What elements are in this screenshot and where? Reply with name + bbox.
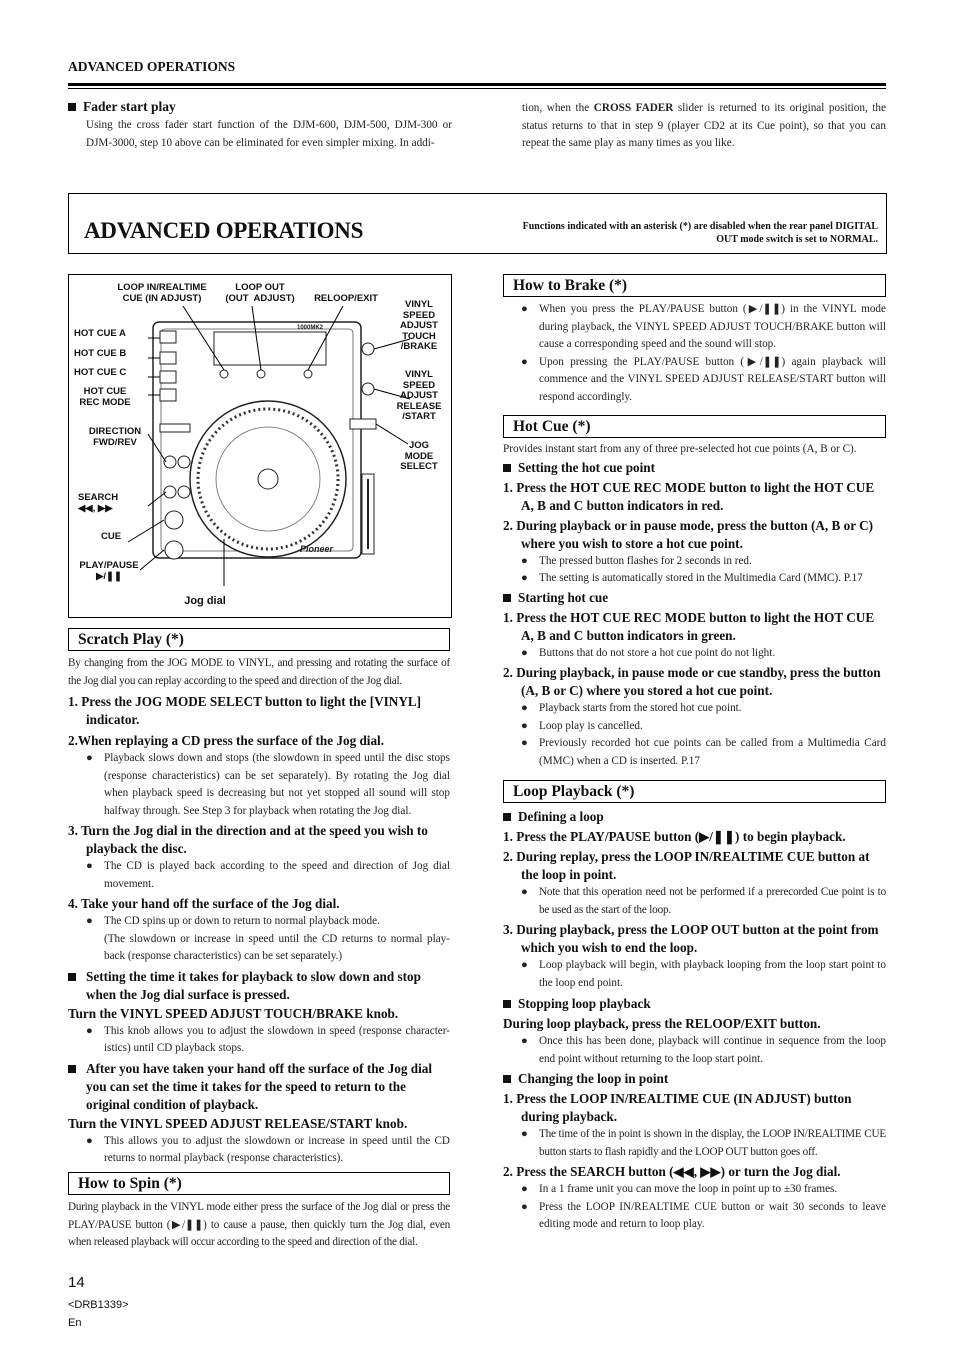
fader-start-heading: Fader start play bbox=[68, 99, 176, 115]
loop-change-step-1: 1. Press the LOOP IN/REALTIME CUE (IN ADJUST) button during playback. bbox=[503, 1091, 852, 1124]
hot-cue-start-step-1: 1. Press the HOT CUE REC MODE button to light the HOT CUE A, B and C button indicators in green. bbox=[503, 609, 875, 643]
loop-change-bullet-2: ● In a 1 frame unit you can move the loop in point up to ±30 frames. bbox=[521, 1183, 838, 1195]
scratch-step-3: 3. Turn the Jog dial in the direction and at the speed you wish to playback the disc. bbox=[68, 823, 428, 856]
scratch-bullet-3: ● The CD is played back according to the speed and direction of Jog dial movement. bbox=[86, 860, 450, 890]
how-to-spin-heading: How to Spin (*) bbox=[68, 1172, 450, 1195]
hot-cue-set-bullet-1: ● The pressed button flashes for 2 seconds in red. bbox=[521, 554, 752, 567]
hot-cue-start-step-2: 2. During playback, in pause mode or cue standby, press the button (A, B or C) where you stored a hot cue point. bbox=[503, 665, 881, 698]
scratch-step-2: 2.When replaying a CD press the surface of the Jog dial. bbox=[68, 733, 385, 748]
scratch-setting-1: Setting the time it takes for playback to slow down and stop when the Jog dial surface is pressed. bbox=[68, 968, 450, 1004]
scratch-play-heading: Scratch Play (*) bbox=[68, 628, 450, 651]
scratch-step-4: 4. Take your hand off the surface of the Jog dial. bbox=[68, 896, 340, 911]
hot-cue-start-bullet-2: ● Playback starts from the stored hot cue point. bbox=[521, 702, 742, 714]
hot-cue-start-bullet-3: ● Loop play is cancelled. bbox=[521, 719, 643, 732]
hot-cue-start-bullet-4: ● Previously recorded hot cue points can be called from a Multimedia Card (MMC) when a CD is inserted. P.17 bbox=[521, 737, 886, 767]
loop-stopping-heading: Stopping loop playback bbox=[503, 995, 886, 1013]
scratch-bullet-release: ● This allows you to adjust the slowdown or increase in speed until the CD returns to normal playback (response characteristics). bbox=[86, 1134, 450, 1164]
loop-define-step-2: 2. During replay, press the LOOP IN/REALTIME CUE button at the loop in point. bbox=[503, 849, 870, 882]
loop-changing-heading: Changing the loop in point bbox=[503, 1070, 886, 1088]
loop-playback-heading: Loop Playback (*) bbox=[503, 780, 886, 803]
brake-bullet-1: ● When you press the PLAY/PAUSE button (▶/❚❚) in the VINYL mode during playback, the VINYL SPEED ADJUST TOUCH/BRAKE button will cause a corresponding speed and the sound will stop. bbox=[521, 303, 886, 350]
label-search: SEARCH ◀◀, ▶▶ bbox=[78, 492, 119, 514]
hot-cue-setting-heading: Setting the hot cue point bbox=[503, 459, 886, 477]
section-title: ADVANCED OPERATIONS bbox=[84, 218, 364, 243]
loop-stopping-line: During loop playback, press the RELOOP/EXIT button. bbox=[503, 1016, 821, 1031]
label-jog-mode-select: JOG MODE SELECT bbox=[400, 440, 438, 472]
how-to-spin-text: During playback in the VINYL mode either press the surface of the Jog dial or press the PLAY/PAUSE button (▶/❚❚) to cause a pause, then quickly turn the Jog dial, even when released playback will occur according to the speed and direction of the dial. bbox=[68, 1201, 450, 1248]
fader-start-text-left: Using the cross fader start function of the DJM-600, DJM-500, DJM-300 or DJM-3000, step 10 above can be eliminated for even simpler mixing. In addi- bbox=[86, 119, 452, 149]
loop-defining-heading: Defining a loop bbox=[503, 808, 886, 826]
svg-text:Pioneer: Pioneer bbox=[300, 544, 334, 554]
hot-cue-set-bullet-2: ● The setting is automatically stored in the Multimedia Card (MMC). P.17 bbox=[521, 572, 863, 584]
loop-define-step-3: 3. During playback, press the LOOP OUT button at the point from which you wish to end the loop. bbox=[503, 922, 879, 955]
hot-cue-set-step-2: 2. During playback or in pause mode, press the button (A, B or C) where you wish to store a hot cue point. bbox=[503, 517, 874, 551]
label-direction: DIRECTION FWD/REV bbox=[88, 426, 142, 448]
hot-cue-set-step-1: 1. Press the HOT CUE REC MODE button to light the HOT CUE A, B and C button indicators in red. bbox=[503, 479, 875, 513]
header-rule bbox=[68, 83, 886, 86]
scratch-bullet-4-note: (The slowdown or increase in speed until the CD returns to normal play-back (response characteristics) can be set separately.) bbox=[104, 932, 450, 962]
fader-start-text-right: tion, when the CROSS FADER slider is returned to its original position, the status returns to that in step 9 (player CD2 at its Cue point), so that you can repeat the same play as many times as you like. bbox=[522, 102, 886, 149]
language-code: En bbox=[68, 1317, 82, 1329]
svg-text:1000MK2: 1000MK2 bbox=[296, 325, 323, 331]
scratch-step-1: 1. Press the JOG MODE SELECT button to light the [VINYL] indicator. bbox=[68, 694, 422, 727]
loop-playback-body bbox=[503, 808, 886, 1234]
hot-cue-start-bullet-1: ● Buttons that do not store a hot cue point do not light. bbox=[521, 646, 776, 659]
scratch-intro: By changing from the JOG MODE to VINYL, and pressing and rotating the surface of the Jog dial you can replay according to the speed and direction of the Jog dial. bbox=[68, 657, 450, 687]
loop-change-bullet-1: ● The time of the in point is shown in the display, the LOOP IN/REALTIME CUE button starts to flash rapidly and the LOOP OUT button goes off. bbox=[521, 1128, 886, 1158]
page-number: 14 bbox=[68, 1274, 85, 1291]
label-loop-out: LOOP OUT (OUT ADJUST) bbox=[225, 282, 295, 304]
label-hot-cue-b: HOT CUE B bbox=[74, 348, 127, 359]
document-code: <DRB1339> bbox=[68, 1299, 129, 1311]
label-hot-cue-c: HOT CUE C bbox=[74, 367, 127, 378]
scratch-bullet-4: ● The CD spins up or down to return to normal playback mode. bbox=[86, 915, 380, 927]
header-rule-thin bbox=[68, 88, 886, 89]
loop-stopping-bullet: ● Once this has been done, playback will continue in sequence from the loop end point without returning to the loop start point. bbox=[521, 1035, 886, 1065]
loop-define-bullet-3: ● Loop playback will begin, with playback looping from the loop start point to the loop end point. bbox=[521, 959, 886, 989]
loop-change-bullet-3: ● Press the LOOP IN/REALTIME CUE button or wait 30 seconds to leave editing mode and return to loop play. bbox=[521, 1200, 886, 1230]
hot-cue-body bbox=[503, 441, 886, 770]
scratch-bullet-2: ● Playback slows down and stops (the slowdown in speed until the disc stops (response characteristics) can be set separately). By rotating the Jog dial when playback speed is decreasing but not yet stopped all sound will stop halfway through. See Step 3 for playback when rotating the Jog dial. bbox=[86, 752, 450, 817]
asterisk-note: Functions indicated with an asterisk (*) are disabled when the rear panel DIGITAL OUT mode switch is set to NORMAL. bbox=[522, 221, 878, 245]
loop-change-step-2: 2. Press the SEARCH button (◀◀, ▶▶) or turn the Jog dial. bbox=[503, 1164, 841, 1179]
hot-cue-intro: Provides instant start from any of three pre-selected hot cue points (A, B or C). bbox=[503, 443, 857, 455]
hot-cue-heading: Hot Cue (*) bbox=[503, 415, 886, 438]
running-header: ADVANCED OPERATIONS bbox=[68, 59, 236, 74]
label-loop-in: LOOP IN/REALTIME CUE (IN ADJUST) bbox=[117, 282, 207, 304]
loop-define-bullet-2: ● Note that this operation need not be performed if a prerecorded Cue point is to be used as the start of the loop. bbox=[521, 886, 886, 916]
label-play-pause: PLAY/PAUSE ▶/❚❚ bbox=[79, 560, 139, 582]
label-cue: CUE bbox=[100, 531, 122, 542]
label-hot-cue-a: HOT CUE A bbox=[74, 328, 126, 339]
label-jog-dial: Jog dial bbox=[184, 595, 226, 607]
label-hot-cue-rec-mode: HOT CUE REC MODE bbox=[79, 386, 131, 408]
scratch-setting-2: After you have taken your hand off the surface of the Jog dial you can set the time it takes for the speed to return to the original condition of playback. bbox=[68, 1060, 450, 1114]
scratch-play-body bbox=[68, 655, 450, 1168]
loop-define-step-1: 1. Press the PLAY/PAUSE button (▶/❚❚) to begin playback. bbox=[503, 829, 846, 844]
scratch-turn-touch-brake: Turn the VINYL SPEED ADJUST TOUCH/BRAKE knob. bbox=[68, 1005, 399, 1021]
how-to-brake-heading: How to Brake (*) bbox=[503, 274, 886, 297]
hot-cue-starting-heading: Starting hot cue bbox=[503, 589, 886, 607]
how-to-brake-body bbox=[503, 301, 886, 406]
brake-bullet-2: ● Upon pressing the PLAY/PAUSE button (▶/❚❚) again playback will commence and the VINYL SPEED ADJUST RELEASE/START button will respond accordingly. bbox=[521, 355, 886, 403]
label-vinyl-touch-brake: VINYL SPEED ADJUST TOUCH /BRAKE bbox=[399, 299, 438, 352]
label-reloop: RELOOP/EXIT bbox=[314, 293, 378, 304]
square-bullet-icon bbox=[68, 103, 76, 111]
label-vinyl-release-start: VINYL SPEED ADJUST RELEASE /START bbox=[396, 369, 442, 422]
scratch-bullet-touch: ● This knob allows you to adjust the slowdown in speed (response character-istics) until CD playback stops. bbox=[86, 1024, 450, 1054]
scratch-turn-release-start: Turn the VINYL SPEED ADJUST RELEASE/START knob. bbox=[68, 1115, 408, 1131]
